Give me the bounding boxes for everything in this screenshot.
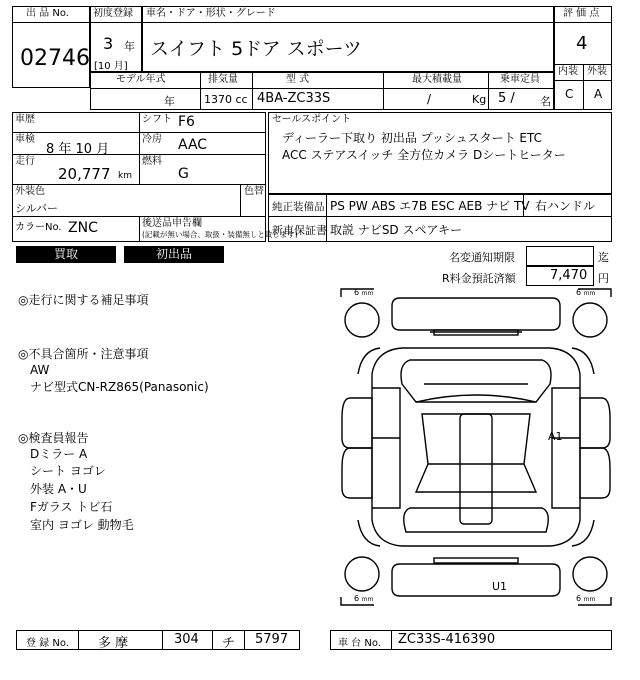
extras-value: 取説 ナビSD スペアキー [330, 223, 463, 237]
registration-year-unit: 年 [124, 40, 135, 53]
shift-label: シフト [142, 114, 172, 125]
capacity-label: 乗車定員 [500, 74, 540, 85]
displacement-label: 排気量 [208, 74, 238, 85]
defect-item: AW [30, 363, 50, 377]
shift-value: F6 [178, 114, 195, 130]
interior-score: C [565, 87, 574, 101]
tire-depth-fr: 6 mm [576, 288, 596, 297]
fuel-value: G [178, 166, 189, 182]
fuel-label: 燃料 [142, 156, 162, 167]
mileage-value: 20,777 [58, 165, 111, 183]
aircon-label: 冷房 [142, 134, 162, 145]
warranty-label: 新車保証書 [272, 224, 327, 237]
aftermarket-label: 後送品申告欄 [142, 218, 202, 229]
name-change-field [526, 246, 594, 266]
defect-item: ナビ型式CN-RZ865(Panasonic) [30, 380, 209, 394]
registration-number-label: 登 録 No. [26, 638, 69, 649]
registration-number: 5797 [255, 632, 289, 647]
exterior-label: 外装 [587, 66, 607, 77]
inspector-item: シート ヨゴレ [30, 464, 106, 478]
model-year-label: モデル年式 [116, 74, 166, 85]
score-label: 評 価 点 [563, 8, 600, 19]
first-listing-button[interactable]: 初出品 [124, 246, 224, 263]
aircon-value: AAC [178, 137, 208, 153]
damage-mark-u1: U1 [492, 580, 508, 593]
registration-month: [10 月] [94, 61, 128, 72]
recolor-label: 色替 [244, 186, 264, 197]
capacity-unit: 名 [540, 95, 551, 108]
type-value: 4BA-ZC33S [257, 91, 331, 106]
aftermarket-note: (記載が無い場合、取扱・装備無しと致します) [142, 230, 298, 239]
registration-region: 多 摩 [98, 636, 129, 651]
sales-point-line2: ACC ステアスイッチ 全方位カメラ Dシートヒーター [282, 148, 566, 162]
load-label: 最大積載量 [412, 74, 462, 85]
car-name-label: 車名・ドア・形状・グレード [146, 8, 276, 19]
inspector-item: Fガラス トビ石 [30, 500, 113, 514]
capacity-value: 5 / [498, 91, 515, 106]
steering-value: 右ハンドル [535, 199, 596, 213]
damage-mark-a1: A1 [548, 430, 563, 443]
lot-number: 02746 [20, 46, 90, 71]
sales-point-line1: ディーラー下取り 初出品 プッシュスタート ETC [282, 131, 542, 145]
mileage-unit: km [118, 171, 132, 181]
lot-number-label: 出 品 No. [26, 8, 69, 19]
color-no-value: ZNC [68, 220, 98, 236]
name-change-label: 名変通知期限 [449, 251, 515, 264]
score-value: 4 [576, 33, 588, 54]
recycle-label: R料金預託済額 [442, 272, 516, 285]
car-name: スイフト 5ドア スポーツ [150, 38, 362, 60]
inspector-title: ◎検査員報告 [18, 431, 89, 445]
registration-kana: チ [222, 636, 236, 651]
displacement-value: 1370 cc [204, 93, 248, 106]
type-label: 型 式 [286, 74, 310, 85]
inspector-item: 外装 A・U [30, 482, 87, 496]
load-unit: Kg [472, 93, 487, 106]
std-equipment-value: PS PW ABS エ7B ESC AEB ナビ TV [330, 199, 530, 213]
inspection-value: 8 年 10 月 [46, 142, 110, 157]
defects-title: ◎不具合箇所・注意事項 [18, 347, 149, 361]
registration-label: 初度登録 [93, 8, 133, 19]
tire-depth-fl: 6 mm [354, 288, 374, 297]
mileage-label: 走行 [15, 156, 35, 167]
color-value: シルバー [15, 202, 58, 215]
std-equipment-label: 純正装備品 [272, 201, 325, 213]
color-no-label: カラーNo. [15, 222, 62, 233]
driving-notes-title: ◎走行に関する補足事項 [18, 293, 149, 307]
inspector-item: 室内 ヨゴレ 動物毛 [30, 518, 134, 532]
registration-year: 3 [103, 34, 114, 53]
load-slash: / [427, 92, 432, 106]
exterior-score: A [594, 87, 603, 101]
history-label: 車歴 [15, 114, 35, 125]
tire-depth-rl: 6 mm [354, 594, 374, 603]
buy-button[interactable]: 買取 [16, 246, 116, 263]
interior-label: 内装 [558, 66, 578, 77]
inspection-label: 車検 [15, 134, 35, 145]
recycle-value: 7,470 [550, 268, 588, 283]
inspector-item: Dミラー A [30, 447, 88, 461]
model-year-unit: 年 [164, 95, 175, 108]
chassis-number: ZC33S-416390 [398, 632, 496, 647]
recycle-unit: 円 [598, 272, 609, 285]
car-damage-diagram [340, 288, 612, 606]
color-label: 外装色 [15, 186, 45, 197]
tire-depth-rr: 6 mm [576, 594, 596, 603]
name-change-unit: 迄 [598, 251, 609, 264]
chassis-number-label: 車 台 No. [338, 638, 381, 649]
sales-point-label: セールスポイント [272, 114, 352, 125]
registration-class: 304 [174, 632, 199, 647]
